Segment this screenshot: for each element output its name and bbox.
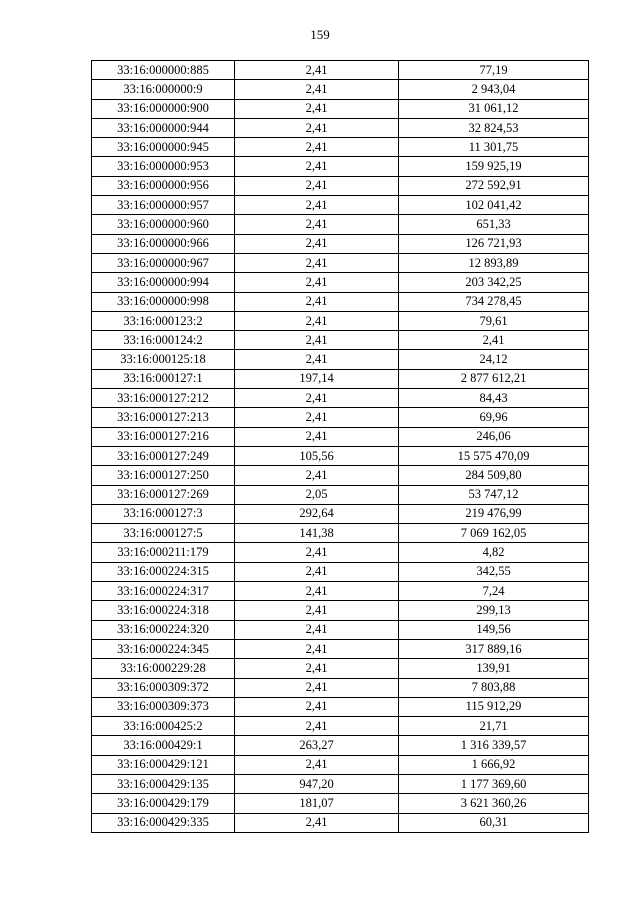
- table-row: [92, 774, 589, 793]
- area-cell: 2,41: [235, 639, 399, 658]
- value-cell: 84,43: [399, 389, 589, 408]
- table-row: [92, 659, 589, 678]
- value-cell: 11 301,75: [399, 138, 589, 157]
- table-row: [92, 717, 589, 736]
- cadastral-number-cell: 33:16:000429:1: [92, 736, 235, 755]
- cadastral-number-cell: 33:16:000224:317: [92, 582, 235, 601]
- value-cell: 2,41: [399, 331, 589, 350]
- table-row: [92, 408, 589, 427]
- area-cell: 2,41: [235, 157, 399, 176]
- table-row: [92, 639, 589, 658]
- value-cell: 60,31: [399, 813, 589, 832]
- value-cell: 24,12: [399, 350, 589, 369]
- cadastral-number-cell: 33:16:000429:121: [92, 755, 235, 774]
- area-cell: 2,41: [235, 196, 399, 215]
- cadastral-number-cell: 33:16:000124:2: [92, 331, 235, 350]
- table-row: [92, 504, 589, 523]
- area-cell: 2,41: [235, 582, 399, 601]
- cadastral-number-cell: 33:16:000429:135: [92, 774, 235, 793]
- area-cell: 2,41: [235, 659, 399, 678]
- value-cell: 317 889,16: [399, 639, 589, 658]
- cadastral-number-cell: 33:16:000000:945: [92, 138, 235, 157]
- cadastral-number-cell: 33:16:000000:960: [92, 215, 235, 234]
- area-cell: 2,41: [235, 273, 399, 292]
- cadastral-number-cell: 33:16:000000:953: [92, 157, 235, 176]
- table-row: [92, 620, 589, 639]
- table-row: [92, 292, 589, 311]
- table-row: [92, 196, 589, 215]
- area-cell: 2,41: [235, 234, 399, 253]
- area-cell: 2,41: [235, 350, 399, 369]
- value-cell: 69,96: [399, 408, 589, 427]
- table-row: [92, 755, 589, 774]
- cadastral-number-cell: 33:16:000123:2: [92, 311, 235, 330]
- area-cell: 2,41: [235, 331, 399, 350]
- cadastral-number-cell: 33:16:000000:998: [92, 292, 235, 311]
- area-cell: 2,41: [235, 311, 399, 330]
- area-cell: 141,38: [235, 524, 399, 543]
- cadastral-number-cell: 33:16:000000:944: [92, 118, 235, 137]
- value-cell: 342,55: [399, 562, 589, 581]
- value-cell: 2 943,04: [399, 80, 589, 99]
- table-row: [92, 485, 589, 504]
- area-cell: 197,14: [235, 369, 399, 388]
- cadastral-number-cell: 33:16:000127:269: [92, 485, 235, 504]
- value-cell: 1 316 339,57: [399, 736, 589, 755]
- value-cell: 2 877 612,21: [399, 369, 589, 388]
- area-cell: 2,41: [235, 215, 399, 234]
- area-cell: 181,07: [235, 794, 399, 813]
- area-cell: 2,41: [235, 138, 399, 157]
- value-cell: 7 803,88: [399, 678, 589, 697]
- value-cell: 53 747,12: [399, 485, 589, 504]
- value-cell: 1 666,92: [399, 755, 589, 774]
- value-cell: 651,33: [399, 215, 589, 234]
- area-cell: 2,41: [235, 389, 399, 408]
- table-row: [92, 369, 589, 388]
- value-cell: 77,19: [399, 61, 589, 80]
- area-cell: 2,41: [235, 253, 399, 272]
- cadastral-number-cell: 33:16:000000:956: [92, 176, 235, 195]
- cadastral-number-cell: 33:16:000000:957: [92, 196, 235, 215]
- table-row: [92, 99, 589, 118]
- table-row: [92, 678, 589, 697]
- table-row: [92, 446, 589, 465]
- table-row: [92, 176, 589, 195]
- area-cell: 105,56: [235, 446, 399, 465]
- value-cell: 139,91: [399, 659, 589, 678]
- value-cell: 219 476,99: [399, 504, 589, 523]
- area-cell: 2,41: [235, 427, 399, 446]
- cadastral-number-cell: 33:16:000127:250: [92, 466, 235, 485]
- table-row: [92, 582, 589, 601]
- table-row: [92, 601, 589, 620]
- value-cell: 12 893,89: [399, 253, 589, 272]
- table-row: [92, 466, 589, 485]
- cadastral-number-cell: 33:16:000429:179: [92, 794, 235, 813]
- table-row: [92, 331, 589, 350]
- cadastral-number-cell: 33:16:000000:900: [92, 99, 235, 118]
- cadastral-number-cell: 33:16:000000:966: [92, 234, 235, 253]
- value-cell: 3 621 360,26: [399, 794, 589, 813]
- value-cell: 734 278,45: [399, 292, 589, 311]
- value-cell: 4,82: [399, 543, 589, 562]
- cadastral-number-cell: 33:16:000000:9: [92, 80, 235, 99]
- value-cell: 126 721,93: [399, 234, 589, 253]
- table-row: [92, 138, 589, 157]
- area-cell: 2,41: [235, 118, 399, 137]
- area-cell: 947,20: [235, 774, 399, 793]
- table-row: [92, 118, 589, 137]
- cadastral-number-cell: 33:16:000127:216: [92, 427, 235, 446]
- table-row: [92, 350, 589, 369]
- value-cell: 1 177 369,60: [399, 774, 589, 793]
- area-cell: 2,41: [235, 80, 399, 99]
- cadastral-number-cell: 33:16:000224:315: [92, 562, 235, 581]
- area-cell: 2,41: [235, 562, 399, 581]
- cadastral-number-cell: 33:16:000309:372: [92, 678, 235, 697]
- value-cell: 299,13: [399, 601, 589, 620]
- area-cell: 2,41: [235, 543, 399, 562]
- value-cell: 31 061,12: [399, 99, 589, 118]
- value-cell: 21,71: [399, 717, 589, 736]
- page-number: 159: [310, 27, 330, 42]
- table-row: [92, 794, 589, 813]
- table-row: [92, 524, 589, 543]
- value-cell: 7 069 162,05: [399, 524, 589, 543]
- area-cell: 2,41: [235, 601, 399, 620]
- cadastral-number-cell: 33:16:000000:994: [92, 273, 235, 292]
- value-cell: 102 041,42: [399, 196, 589, 215]
- area-cell: 2,41: [235, 717, 399, 736]
- area-cell: 2,05: [235, 485, 399, 504]
- table-row: [92, 61, 589, 80]
- table-row: [92, 311, 589, 330]
- value-cell: 79,61: [399, 311, 589, 330]
- value-cell: 7,24: [399, 582, 589, 601]
- value-cell: 115 912,29: [399, 697, 589, 716]
- cadastral-table: [91, 60, 589, 833]
- cadastral-number-cell: 33:16:000127:3: [92, 504, 235, 523]
- table-row: [92, 813, 589, 832]
- cadastral-number-cell: 33:16:000127:1: [92, 369, 235, 388]
- cadastral-number-cell: 33:16:000127:212: [92, 389, 235, 408]
- table-row: [92, 215, 589, 234]
- area-cell: 2,41: [235, 466, 399, 485]
- cadastral-number-cell: 33:16:000224:320: [92, 620, 235, 639]
- table-row: [92, 234, 589, 253]
- table-row: [92, 273, 589, 292]
- table-row: [92, 736, 589, 755]
- area-cell: 2,41: [235, 813, 399, 832]
- cadastral-number-cell: 33:16:000429:335: [92, 813, 235, 832]
- cadastral-number-cell: 33:16:000224:345: [92, 639, 235, 658]
- cadastral-number-cell: 33:16:000211:179: [92, 543, 235, 562]
- cadastral-number-cell: 33:16:000127:249: [92, 446, 235, 465]
- table-row: [92, 562, 589, 581]
- cadastral-number-cell: 33:16:000000:885: [92, 61, 235, 80]
- cadastral-number-cell: 33:16:000127:213: [92, 408, 235, 427]
- cadastral-number-cell: 33:16:000425:2: [92, 717, 235, 736]
- value-cell: 32 824,53: [399, 118, 589, 137]
- value-cell: 159 925,19: [399, 157, 589, 176]
- table-body: [92, 61, 589, 833]
- cadastral-number-cell: 33:16:000224:318: [92, 601, 235, 620]
- table-row: [92, 697, 589, 716]
- value-cell: 149,56: [399, 620, 589, 639]
- value-cell: 246,06: [399, 427, 589, 446]
- area-cell: 2,41: [235, 408, 399, 427]
- table-row: [92, 427, 589, 446]
- area-cell: 2,41: [235, 755, 399, 774]
- area-cell: 2,41: [235, 176, 399, 195]
- cadastral-number-cell: 33:16:000125:18: [92, 350, 235, 369]
- value-cell: 284 509,80: [399, 466, 589, 485]
- table-row: [92, 253, 589, 272]
- value-cell: 203 342,25: [399, 273, 589, 292]
- cadastral-number-cell: 33:16:000127:5: [92, 524, 235, 543]
- table-row: [92, 157, 589, 176]
- table-row: [92, 543, 589, 562]
- area-cell: 263,27: [235, 736, 399, 755]
- value-cell: 15 575 470,09: [399, 446, 589, 465]
- cadastral-number-cell: 33:16:000000:967: [92, 253, 235, 272]
- table-row: [92, 80, 589, 99]
- area-cell: 2,41: [235, 292, 399, 311]
- cadastral-number-cell: 33:16:000309:373: [92, 697, 235, 716]
- area-cell: 2,41: [235, 697, 399, 716]
- cadastral-number-cell: 33:16:000229:28: [92, 659, 235, 678]
- area-cell: 2,41: [235, 61, 399, 80]
- area-cell: 2,41: [235, 620, 399, 639]
- area-cell: 292,64: [235, 504, 399, 523]
- table-row: [92, 389, 589, 408]
- area-cell: 2,41: [235, 678, 399, 697]
- value-cell: 272 592,91: [399, 176, 589, 195]
- area-cell: 2,41: [235, 99, 399, 118]
